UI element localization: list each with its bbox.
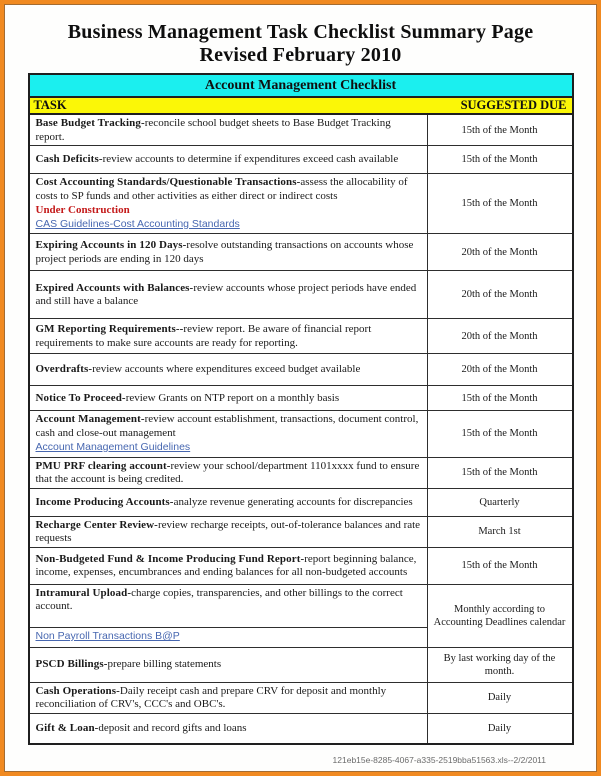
task-text: Cost Accounting Standards/Questionable Transactions-assess the allocability of costs to SP funds and other activities as either direct or indirect costs (35, 176, 408, 202)
task-cell (30, 517, 428, 547)
task-text: PSCD Billings-prepare billing statements (35, 658, 222, 671)
task-link-line (30, 441, 427, 457)
task-cell (30, 489, 428, 516)
column-header-due: SUGGESTED DUE (460, 98, 567, 112)
task-text: Gift & Loan-deposit and record gifts and loans (35, 721, 247, 734)
due-text: 20th of the Month (461, 289, 538, 300)
due-text: 15th of the Month (461, 154, 538, 165)
due-text: 15th of the Month (461, 428, 538, 440)
due-cell (428, 458, 572, 488)
task-title: Cash Operations- (35, 684, 120, 697)
due-cell (428, 115, 572, 145)
task-title: Cost Accounting Standards/Questionable Transactions- (35, 176, 301, 188)
due-cell (428, 354, 572, 385)
due-cell (428, 271, 572, 318)
due-text: 15th of the Month (461, 392, 538, 404)
due-cell (428, 386, 572, 410)
task-link-line (30, 218, 427, 234)
task-title: PMU PRF clearing account- (35, 459, 171, 472)
task-text: Expired Accounts with Balances-review accounts whose project periods have ended and still have a balance (35, 281, 417, 307)
due-text: Daily (487, 692, 512, 703)
table-row (30, 354, 572, 386)
due-text: Monthly according to Accounting Deadlines calendar (433, 603, 566, 628)
task-title: Gift & Loan- (35, 721, 99, 734)
task-cell (30, 146, 428, 173)
table-row (30, 714, 572, 743)
task-cell (30, 458, 428, 488)
table-banner: Account Management Checklist (30, 75, 572, 98)
due-text: 20th of the Month (461, 364, 538, 375)
checklist-table (28, 73, 574, 745)
under-construction-label: Under Construction (35, 204, 130, 216)
document-link[interactable]: Non Payroll Transactions B@P (35, 630, 180, 642)
task-text: Base Budget Tracking-reconcile school budget sheets to Base Budget Tracking report. (35, 117, 391, 143)
task-text: Expiring Accounts in 120 Days-resolve outstanding transactions on accounts whose project periods are ending in 120 days (35, 239, 414, 265)
task-cell (30, 174, 428, 233)
table-row (30, 319, 572, 354)
due-text: 15th of the Month (461, 124, 538, 136)
due-cell (428, 517, 572, 547)
due-cell (428, 234, 572, 270)
table-row (30, 683, 572, 714)
table-body (30, 115, 572, 743)
document-link[interactable]: Account Management Guidelines (35, 441, 191, 453)
task-cell (30, 386, 428, 410)
task-cell (30, 548, 428, 584)
due-cell (428, 648, 572, 682)
task-cell (30, 585, 428, 647)
task-title: Account Management- (35, 413, 145, 425)
task-cell (30, 234, 428, 270)
due-text: Daily (487, 722, 512, 734)
due-cell (428, 714, 572, 743)
due-cell (428, 683, 572, 713)
due-cell (428, 548, 572, 584)
table-row (30, 115, 572, 146)
task-text: Cash Deficits-review accounts to determine if expenditures exceed cash available (35, 153, 399, 166)
task-text: Notice To Proceed-review Grants on NTP report on a monthly basis (35, 391, 340, 404)
due-text: Quarterly (479, 496, 520, 508)
due-cell (428, 411, 572, 457)
task-text: Income Producing Accounts-analyze revenue generating accounts for discrepancies (35, 495, 413, 508)
table-row (30, 489, 572, 517)
task-title: Base Budget Tracking- (35, 117, 145, 129)
due-cell (428, 146, 572, 173)
task-cell (30, 115, 428, 145)
table-row (30, 648, 572, 683)
table-row (30, 411, 572, 458)
task-cell (30, 319, 428, 353)
table-row (30, 174, 572, 234)
task-title: Overdrafts- (35, 363, 93, 376)
due-cell (428, 489, 572, 516)
due-text: 15th of the Month (461, 467, 538, 478)
document-page (5, 5, 596, 771)
due-text: 20th of the Month (461, 330, 538, 342)
page-title-line2: Revised February 2010 (199, 44, 402, 66)
task-title: Non-Budgeted Fund & Income Producing Fund Report- (35, 552, 305, 565)
task-cell (30, 271, 428, 318)
table-column-header (30, 98, 572, 115)
due-cell (428, 585, 572, 647)
task-title: GM Reporting Requirements-- (35, 323, 184, 335)
task-link-line (30, 627, 427, 647)
task-cell (30, 411, 428, 457)
task-text: PMU PRF clearing account-review your school/department 1101xxxx fund to ensure that the account is being credited. (35, 459, 420, 485)
table-row (30, 585, 572, 648)
task-title: Income Producing Accounts- (35, 495, 174, 508)
table-row (30, 548, 572, 585)
task-title: Expired Accounts with Balances- (35, 281, 194, 294)
table-row (30, 146, 572, 174)
task-cell (30, 683, 428, 713)
due-text: 15th of the Month (461, 198, 538, 209)
task-title: Notice To Proceed- (35, 391, 126, 404)
table-row (30, 271, 572, 319)
task-cell (30, 714, 428, 743)
footer-filename: 121eb15e-8285-4067-a335-2519bba51563.xls--2/2/2011 (332, 755, 546, 765)
task-title: Recharge Center Review- (35, 518, 158, 531)
task-text: GM Reporting Requirements--review report. Be aware of financial report requirements to make sure accounts are ready for reporting. (35, 323, 372, 349)
task-cell (30, 648, 428, 682)
task-text: Overdrafts-review accounts where expenditures exceed budget available (35, 363, 361, 376)
table-row (30, 458, 572, 489)
task-title: Intramural Upload- (35, 586, 132, 599)
task-title: PSCD Billings- (35, 658, 108, 671)
table-row (30, 517, 572, 548)
due-text: 20th of the Month (461, 246, 538, 258)
task-text: Non-Budgeted Fund & Income Producing Fund Report-report beginning balance, income, expenses, encumbrances and ending balances for all non-budgeted accounts (35, 552, 417, 578)
table-row (30, 386, 572, 411)
task-title: Expiring Accounts in 120 Days- (35, 239, 187, 251)
due-cell (428, 319, 572, 353)
table-row (30, 234, 572, 271)
page-title-line1: Business Management Task Checklist Summary Page (67, 21, 534, 43)
task-title: Cash Deficits- (35, 153, 103, 166)
document-link[interactable]: CAS Guidelines-Cost Accounting Standards (35, 217, 240, 230)
task-text: Intramural Upload-charge copies, transparencies, and other billings to the correct account. (35, 586, 403, 612)
task-text: Cash Operations-Daily receipt cash and prepare CRV for deposit and monthly reconciliation of CRV's, CCC's and OBC's. (35, 684, 387, 710)
due-cell (428, 174, 572, 233)
column-header-task: TASK (33, 98, 67, 112)
due-text: By last working day of the month. (443, 652, 556, 677)
due-text: March 1st (478, 526, 521, 537)
task-text: Recharge Center Review-review recharge receipts, out-of-tolerance balances and rate requests (35, 518, 421, 544)
due-text: 15th of the Month (461, 560, 538, 571)
task-text: Account Management-review account establishment, transactions, document control, cash and close-out management (35, 413, 419, 439)
page-title (5, 21, 596, 67)
task-cell (30, 354, 428, 385)
